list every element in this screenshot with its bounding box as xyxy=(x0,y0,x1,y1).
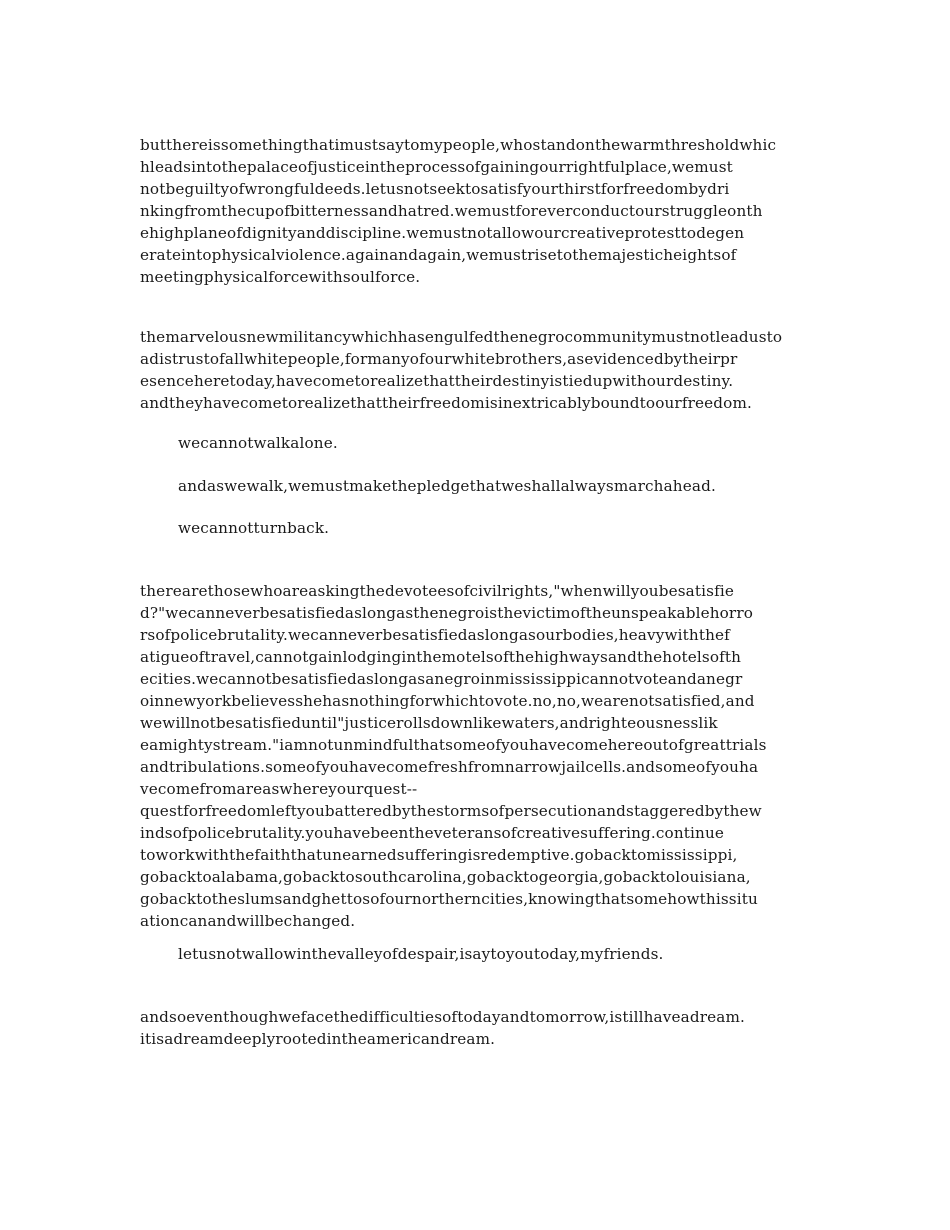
paragraph-line: vecomefromareaswhereyourquest-- xyxy=(140,780,418,798)
paragraph-line: indsofpolicebrutality.youhavebeentheveteransofcreativesuffering.continue xyxy=(140,824,725,842)
paragraph xyxy=(140,432,816,454)
paragraph-line: eamightystream."iamnotunmindfulthatsomeofyouhavecomehereoutofgreattrials xyxy=(140,736,767,754)
paragraph-line: atigueoftravel,cannotgainlodginginthemotelsofthehighwaysandthehotelsofth xyxy=(140,648,742,666)
paragraph-line: ehighplaneofdignityanddiscipline.wemustnotallowourcreativeprotesttodegen xyxy=(140,224,745,242)
paragraph xyxy=(140,1006,816,1050)
paragraph xyxy=(140,326,816,414)
paragraph xyxy=(140,134,816,288)
paragraph-line: rsofpolicebrutality.wecanneverbesatisfiedaslongasourbodies,heavywiththef xyxy=(140,626,730,644)
paragraph-line: andtribulations.someofyouhavecomefreshfromnarrowjailcells.andsomeofyouha xyxy=(140,758,759,776)
paragraph xyxy=(140,580,816,932)
paragraph-line: erateintophysicalviolence.againandagain,wemustrisetothemajesticheightsof xyxy=(140,246,737,264)
paragraph-line: nkingfromthecupofbitternessandhatred.wemustforeverconductourstruggleonth xyxy=(140,202,763,220)
paragraph-line: ecities.wecannotbesatisfiedaslongasanegroinmississippicannotvoteandanegr xyxy=(140,670,743,688)
paragraph xyxy=(140,943,816,965)
paragraph-line: therearethosewhoareaskingthedevoteesofcivilrights,"whenwillyoubesatisfie xyxy=(140,582,735,600)
paragraph-line: esenceheretoday,havecometorealizethattheirdestinyistiedupwithourdestiny. xyxy=(140,372,734,390)
paragraph-line: notbeguiltyofwrongfuldeeds.letusnotseektosatisfyourthirstforfreedombydri xyxy=(140,180,730,198)
paragraph-line: andsoeventhoughwefacethedifficultiesoftodayandtomorrow,istillhaveadream. xyxy=(140,1008,745,1026)
paragraph-line: meetingphysicalforcewithsoulforce. xyxy=(140,268,421,286)
paragraph-line: themarvelousnewmilitancywhichhasengulfedthenegrocommunitymustnotleadusto xyxy=(140,328,783,346)
paragraph-line: wecannotwalkalone. xyxy=(178,434,338,452)
paragraph-line: wecannotturnback. xyxy=(178,519,330,537)
paragraph-line: questforfreedomleftyoubatteredbythestormsofpersecutionandstaggeredbythew xyxy=(140,802,762,820)
paragraph-line: d?"wecanneverbesatisfiedaslongasthenegroisthevictimoftheunspeakablehorro xyxy=(140,604,754,622)
paragraph-line: itisadreamdeeplyrootedintheamericandream. xyxy=(140,1030,496,1048)
paragraph-line: ationcanandwillbechanged. xyxy=(140,912,356,930)
paragraph-line: andtheyhavecometorealizethattheirfreedomisinextricablyboundtoourfreedom. xyxy=(140,394,752,412)
paragraph-line: andaswewalk,wemustmakethepledgethatweshallalwaysmarchahead. xyxy=(178,477,716,495)
paragraph-line: letusnotwallowinthevalleyofdespair,isaytoyoutoday,myfriends. xyxy=(178,945,664,963)
paragraph xyxy=(140,517,816,539)
paragraph-line: butthereissomethingthatimustsaytomypeople,whostandonthewarmthresholdwhic xyxy=(140,136,777,154)
paragraph-line: hleadsintothepalaceofjusticeintheprocessofgainingourrightfulplace,wemust xyxy=(140,158,733,176)
paragraph-line: adistrustofallwhitepeople,formanyofourwhitebrothers,asevidencedbytheirpr xyxy=(140,350,738,368)
paragraph-line: gobacktoalabama,gobacktosouthcarolina,gobacktogeorgia,gobacktolouisiana, xyxy=(140,868,751,886)
paragraph-line: toworkwiththefaiththatunearnedsufferingisredemptive.gobacktomississippi, xyxy=(140,846,738,864)
paragraph-line: wewillnotbesatisfieduntil"justicerollsdownlikewaters,andrighteousnesslik xyxy=(140,714,718,732)
paragraph-line: oinnewyorkbelievesshehasnothingforwhichtovote.no,no,wearenotsatisfied,and xyxy=(140,692,755,710)
paragraph xyxy=(140,475,816,497)
paragraph-line: gobacktotheslumsandghettosofournortherncities,knowingthatsomehowthissitu xyxy=(140,890,758,908)
